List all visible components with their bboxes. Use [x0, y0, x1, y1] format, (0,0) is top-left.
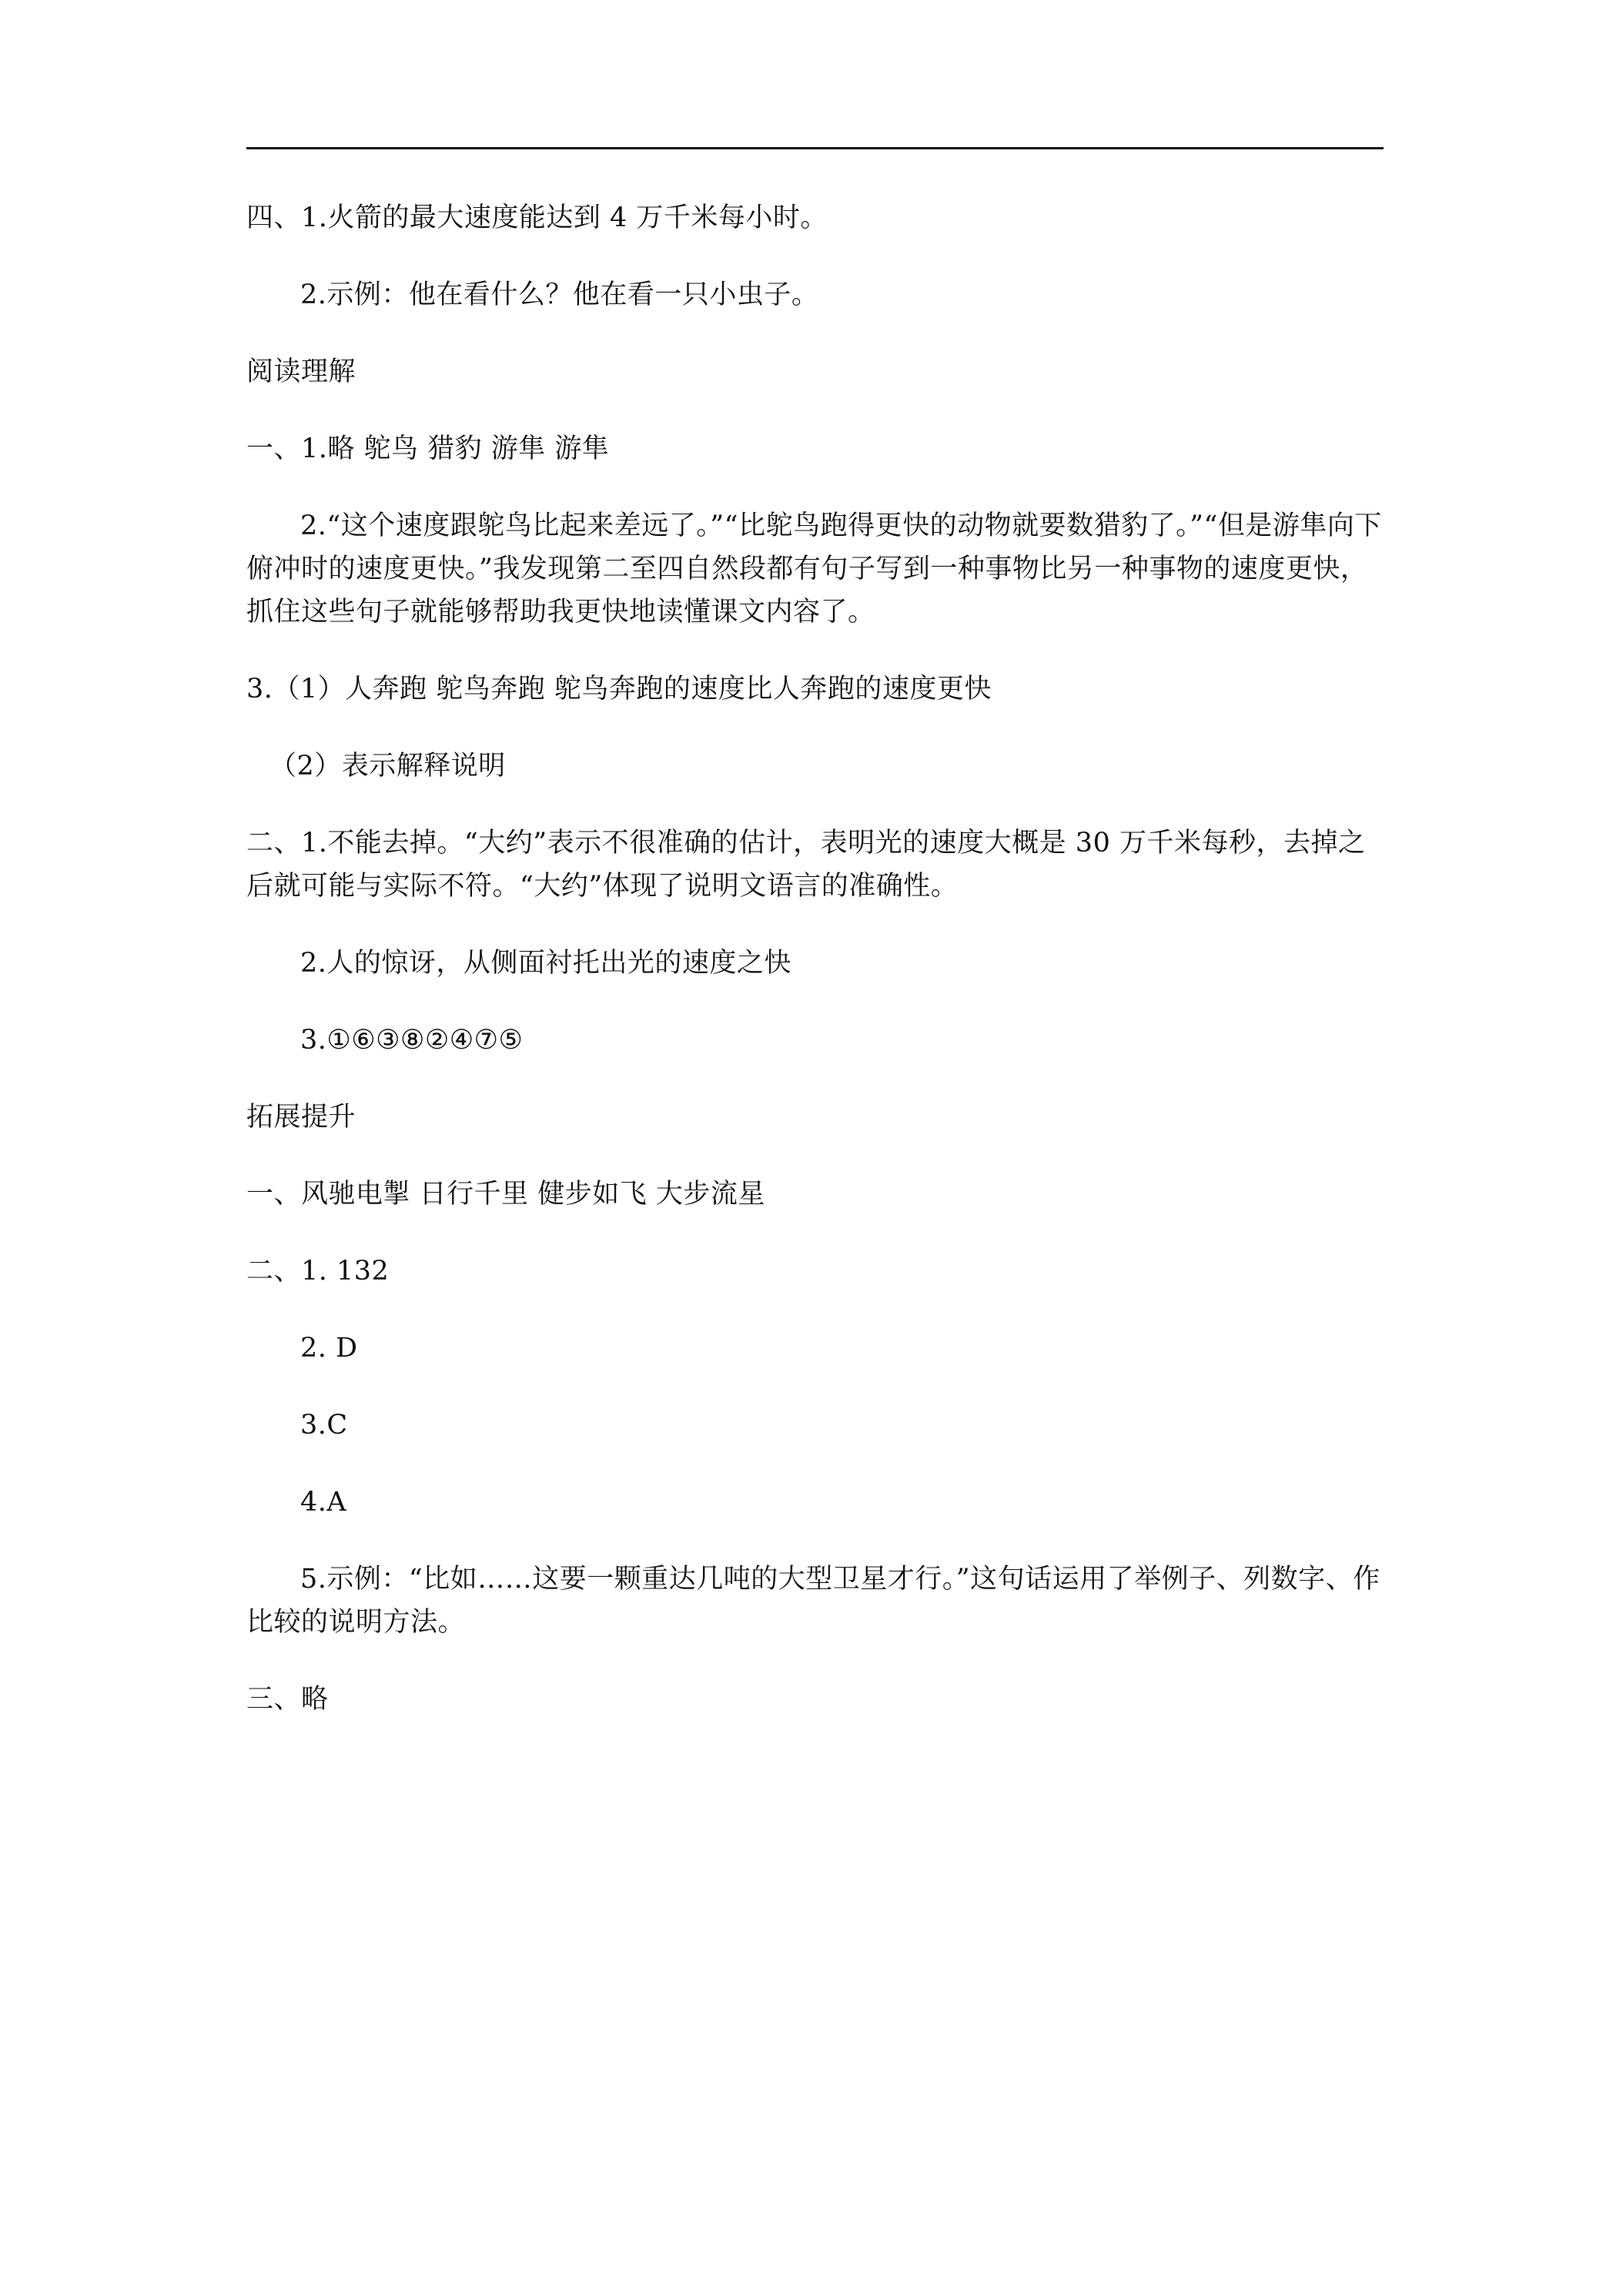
extension-2-2: 2. D [300, 1333, 358, 1364]
header-rule [246, 147, 1384, 149]
answer-4-1: 四、1.火箭的最大速度能达到 4 万千米每小时。 [246, 202, 828, 233]
answer-content [246, 196, 1384, 1755]
extension-2-4: 4.A [300, 1487, 347, 1518]
reading-2-3: 3.①⑥③⑧②④⑦⑤ [300, 1025, 524, 1056]
reading-2-1: 二、1.不能去掉。“大约”表示不很准确的估计，表明光的速度大概是 30 万千米每秒，去掉之后就可能与实际不符。“大约”体现了说明文语言的准确性。 [246, 828, 1366, 902]
reading-1-3-2: （2）表示解释说明 [269, 751, 506, 782]
extension-2-3: 3.C [300, 1410, 348, 1441]
reading-1-3-1: 3.（1）人奔跑 鸵鸟奔跑 鸵鸟奔跑的速度比人奔跑的速度更快 [246, 674, 992, 705]
answer-4-2: 2.示例：他在看什么？他在看一只小虫子。 [300, 279, 819, 310]
extension-3: 三、略 [246, 1684, 329, 1715]
reading-1-1: 一、1.略 鸵鸟 猎豹 游隼 游隼 [246, 433, 610, 464]
extension-1: 一、风驰电掣 日行千里 健步如飞 大步流星 [246, 1179, 765, 1210]
section-heading-reading: 阅读理解 [246, 356, 356, 387]
section-heading-extension: 拓展提升 [246, 1102, 356, 1133]
reading-1-2: 2.“这个速度跟鸵鸟比起来差远了。”“比鸵鸟跑得更快的动物就要数猎豹了。”“但是游隼向下俯冲时的速度更快。”我发现第二至四自然段都有句子写到一种事物比另一种事物的速度更快，抓住这些句子就能够帮助我更快地读懂课文内容了。 [246, 510, 1382, 628]
reading-2-2: 2.人的惊讶，从侧面衬托出光的速度之快 [300, 948, 791, 979]
extension-2-1: 二、1. 132 [246, 1256, 390, 1287]
extension-2-5: 5.示例：“比如……这要一颗重达几吨的大型卫星才行。”这句话运用了举例子、列数字、作比较的说明方法。 [246, 1564, 1380, 1638]
